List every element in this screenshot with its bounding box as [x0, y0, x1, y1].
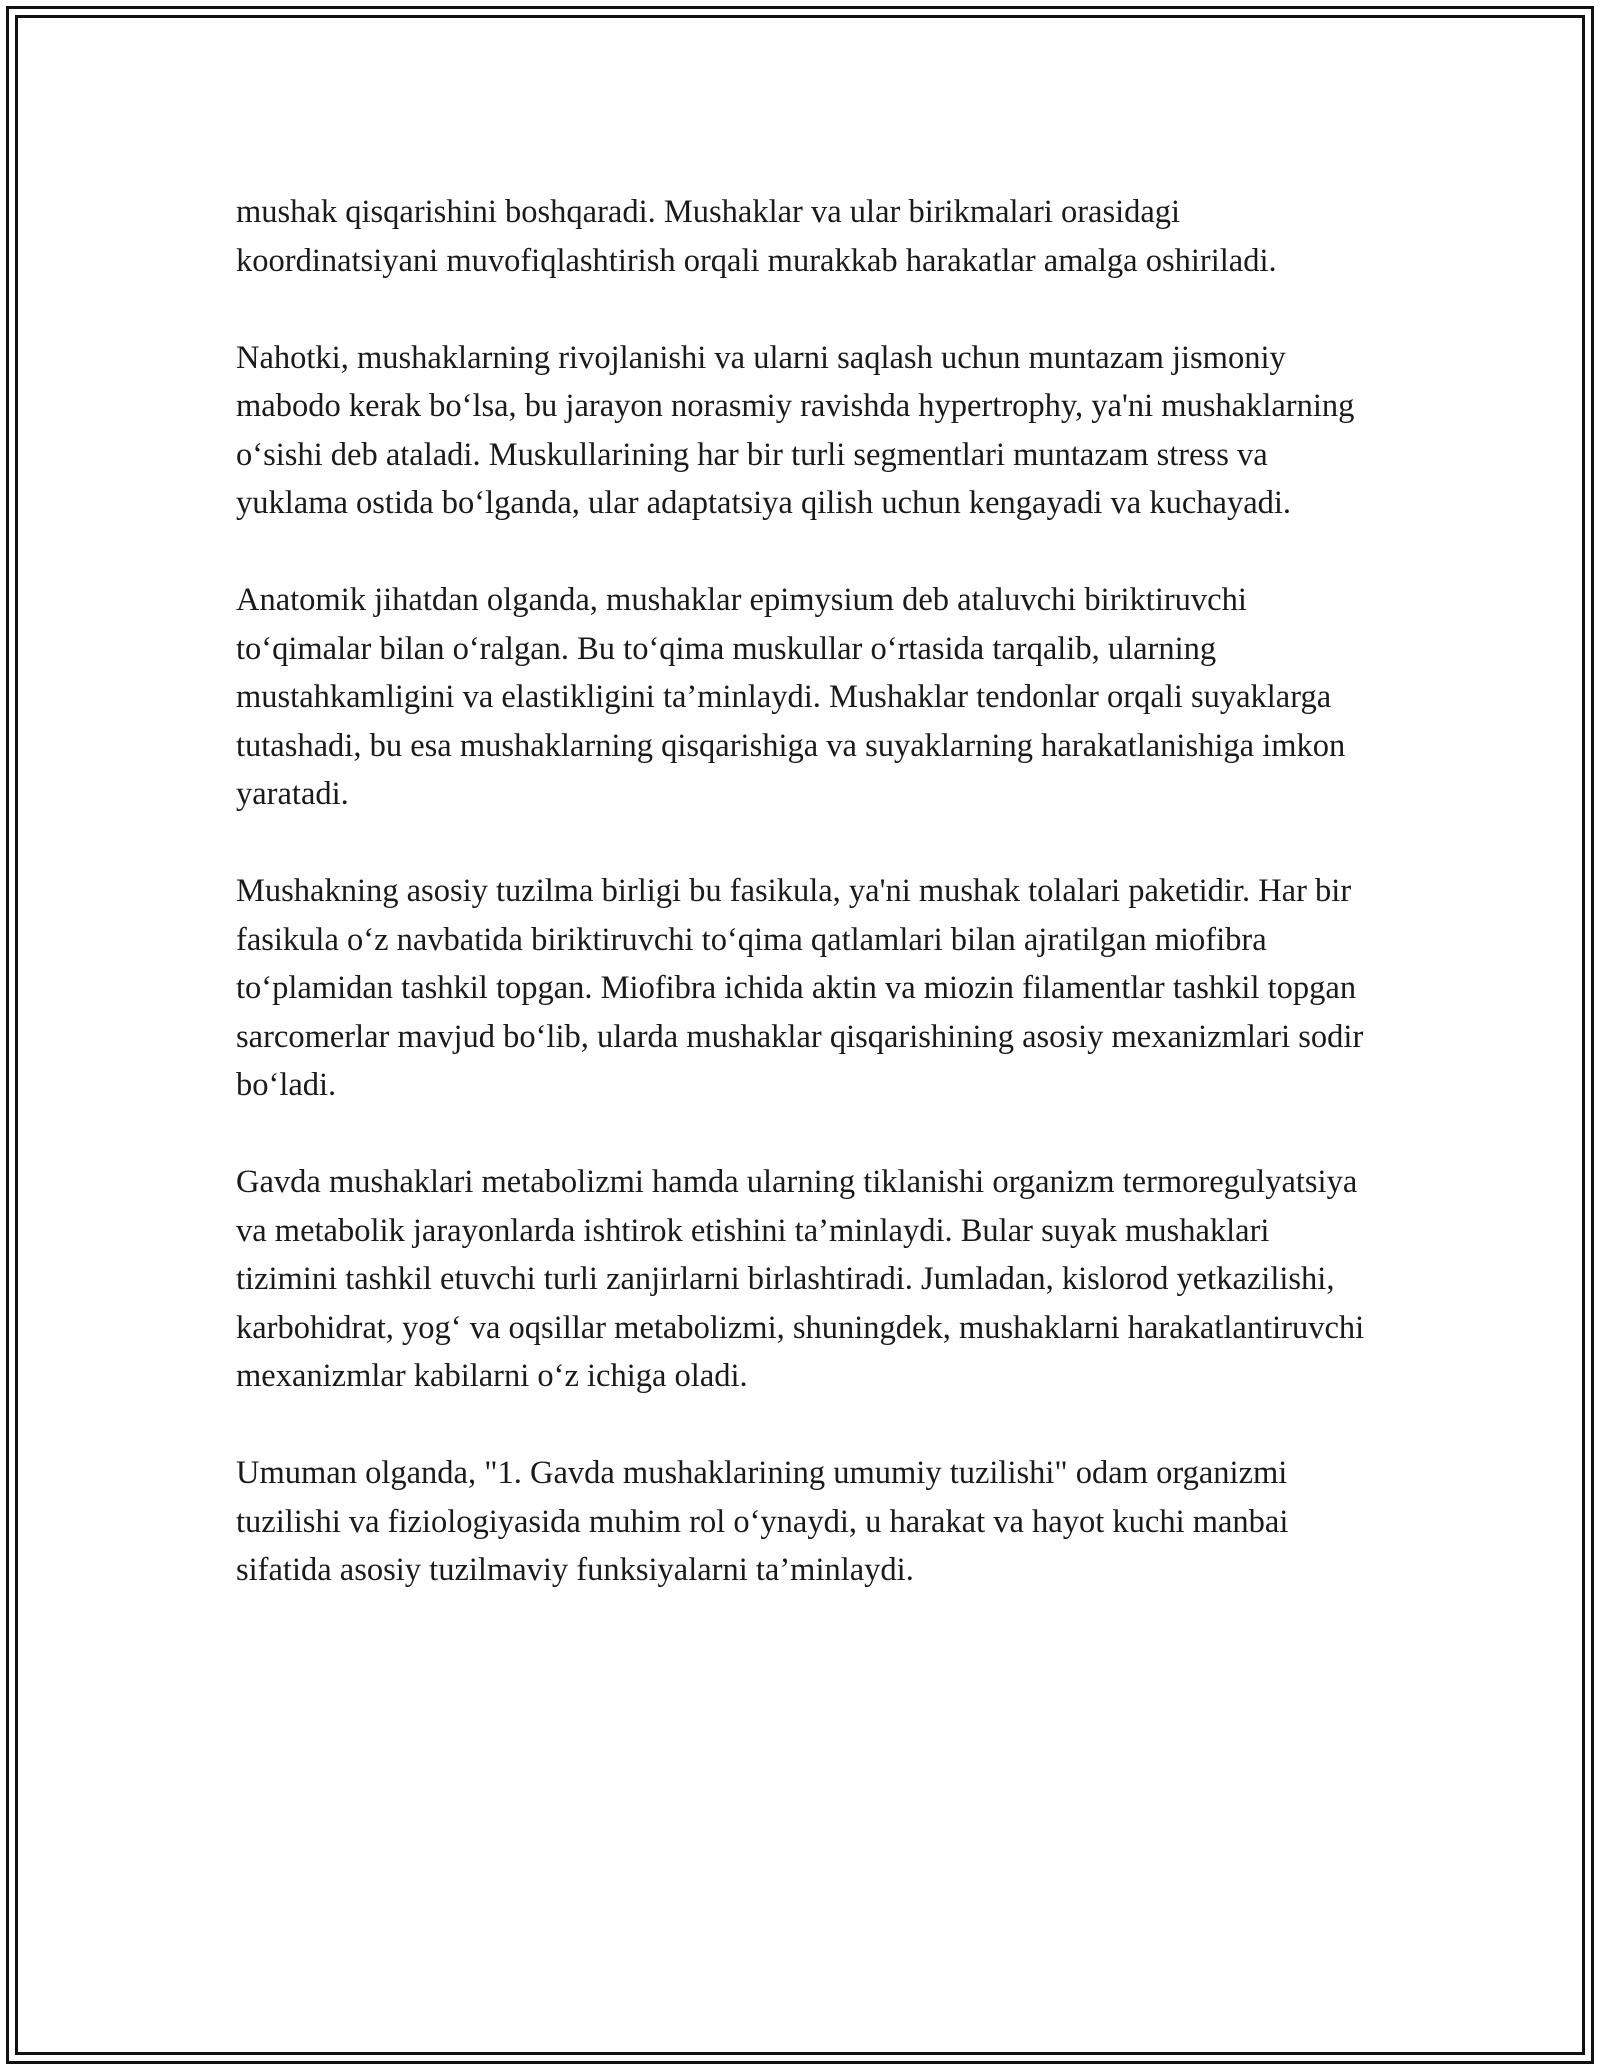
document-body	[236, 188, 1376, 1643]
paragraph-6: Umuman olganda, "1. Gavda mushaklarining umumiy tuzilishi" odam organizmi tuzilishi va fiziologiyasida muhim rol o‘ynaydi, u harakat va hayot kuchi manbai sifatida asosiy tuzilmaviy funksiyalarni ta’minlaydi.	[236, 1455, 1289, 1588]
paragraph-5: Gavda mushaklari metabolizmi hamda ularning tiklanishi organizm termoregulyatsiya va metabolik jarayonlarda ishtirok etishini ta’minlaydi. Bular suyak mushaklari tizimini tashkil etuvchi turli zanjirlarni birlashtiradi. Jumladan, kislorod yetkazilishi, karbohidrat, yog‘ va oqsillar metabolizmi, shuningdek, mushaklarni harakatlantiruvchi mexanizmlar kabilarni o‘z ichiga oladi.	[236, 1164, 1365, 1394]
paragraph-4: Mushakning asosiy tuzilma birligi bu fasikula, ya'ni mushak tolalari paketidir. Har bir fasikula o‘z navbatida biriktiruvchi to‘qima qatlamlari bilan ajratilgan miofibra to‘plamidan tashkil topgan. Miofibra ichida aktin va miozin filamentlar tashkil topgan sarcomerlar mavjud bo‘lib, ularda mushaklar qisqarishining asosiy mexanizmlari sodir bo‘ladi.	[236, 873, 1364, 1103]
paragraph-1: mushak qisqarishini boshqaradi. Mushaklar va ular birikmalari orasidagi koordinatsiyani muvofiqlashtirish orqali murakkab harakatlar amalga oshiriladi.	[236, 194, 1277, 279]
paragraph-2: Nahotki, mushaklarning rivojlanishi va ularni saqlash uchun muntazam jismoniy mabodo kerak bo‘lsa, bu jarayon norasmiy ravishda hypertrophy, ya'ni mushaklarning o‘sishi deb ataladi. Muskullarining har bir turli segmentlari muntazam stress va yuklama ostida bo‘lganda, ular adaptatsiya qilish uchun kengayadi va kuchayadi.	[236, 339, 1355, 521]
paragraph-3: Anatomik jihatdan olganda, mushaklar epimysium deb ataluvchi biriktiruvchi to‘qimalar bilan o‘ralgan. Bu to‘qima muskullar o‘rtasida tarqalib, ularning mustahkamligini va elastikligini ta’minlaydi. Mushaklar tendonlar orqali suyaklarga tutashadi, bu esa mushaklarning qisqarishiga va suyaklarning harakatlanishiga imkon yaratadi.	[236, 582, 1346, 812]
